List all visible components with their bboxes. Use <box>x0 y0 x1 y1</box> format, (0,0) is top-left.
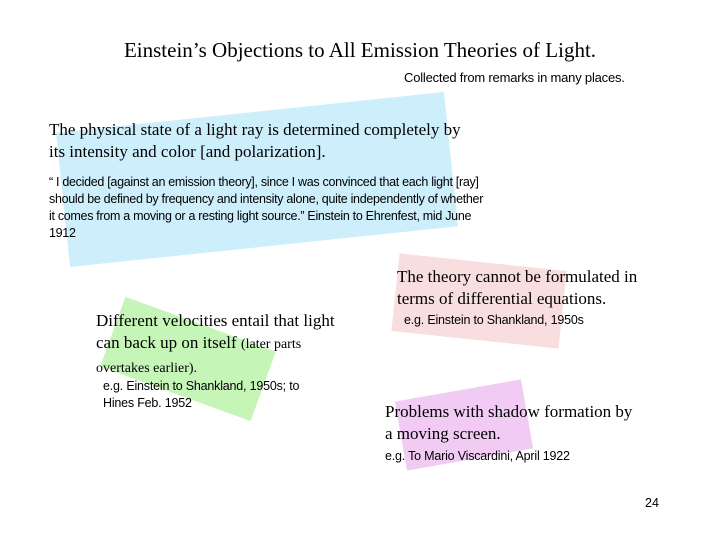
point-2-source: e.g. Einstein to Shankland, 1950s <box>404 313 584 327</box>
page-number: 24 <box>645 496 659 510</box>
point-3-heading <box>96 310 346 380</box>
point-3-heading-text: Different velocities entail that light can back up on itself <box>96 311 335 352</box>
point-4-heading: Problems with shadow formation by a moving screen. <box>385 402 633 443</box>
point-3-source: e.g. Einstein to Shankland, 1950s; to Hines Feb. 1952 <box>103 379 300 410</box>
point-1-heading: The physical state of a light ray is determined completely by its intensity and color [and polarization]. <box>49 120 461 161</box>
slide-title: Einstein’s Objections to All Emission Theories of Light. <box>123 38 597 62</box>
point-1-quote: “ I decided [against an emission theory], since I was convinced that each light [ray] should be defined by frequency and intensity alone, quite independently of whether it comes from a moving or a resting light source.” Einstein to Ehrenfest, mid June 1912 <box>49 175 484 240</box>
slide-subtitle: Collected from remarks in many places. <box>404 70 625 85</box>
point-4-source: e.g. To Mario Viscardini, April 1922 <box>385 449 570 463</box>
point-2-heading: The theory cannot be formulated in terms of differential equations. <box>397 267 638 308</box>
point-3-aside: (later parts overtakes earlier). <box>96 337 302 376</box>
